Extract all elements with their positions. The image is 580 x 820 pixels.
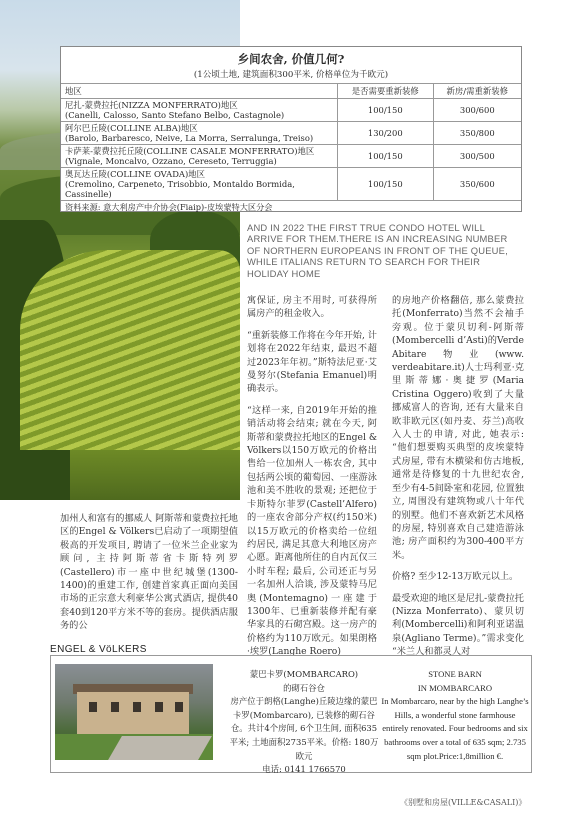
body-column-1 (60, 512, 238, 641)
listing-en-title: STONE BARN (428, 669, 482, 679)
pull-quote: AND IN 2022 THE FIRST TRUE CONDO HOTEL WILL ARRIVE FOR THEM.THERE IS AN INCREASING NUMBER OF NORTHERN EUROPEANS IN FRONT OF THE QUEUE, WHILE ITALIANS RETURN TO SEARCH FOR THEIR HOLIDAY HOME (247, 222, 508, 279)
listing-zh-subtitle: 的砌石谷仓 (283, 682, 325, 693)
body-column-2 (247, 294, 377, 667)
area-name: 尼扎-蒙费拉托(NIZZA MONFERRATO)地区 (65, 100, 238, 110)
listing-box (50, 655, 532, 773)
area-cell (61, 122, 338, 145)
renovate-cell: 100/150 (338, 99, 434, 122)
area-towns: (Canelli, Calosso, Santo Stefano Belbo, Castagnole) (65, 110, 285, 120)
barn-window (155, 702, 163, 712)
barn-window (111, 702, 119, 712)
header-area: 地区 (61, 84, 338, 99)
paragraph: 最受欢迎的地区是尼扎-蒙费拉托(Nizza Monferrato)、蒙贝切利(Mombercelli)和阿利亚诺温泉(Agliano Terme)。”需求变化 “米兰人和都灵人对 (392, 592, 524, 658)
table-header-row (61, 84, 521, 99)
table-subtitle: (1公顷土地, 建筑面积300平米, 价格单位为千欧元) (193, 70, 389, 80)
listing-en-body: In Mombarcaro, near by the high Langhe’s Hills, a wonderful stone farmhouse entirely renovated. Four bedrooms and six bathrooms over a total of 635 sqm; 2.735 sqm plot.Price:1,8million €. (381, 696, 529, 761)
price-cell: 350/600 (433, 168, 521, 201)
agency-brand: ENGEL & VöLKERS (50, 644, 147, 655)
paragraph: “这样一来, 自2019年开始的推销活动将会结束; 就在今天, 阿斯蒂和蒙费拉托地区的Engel & Völkers以150万欧元的价格出售给一位加州人一栋农舍, 其中包括两公顷的葡萄园、一座游泳池和美不胜收的景观; 还把位于卡斯特尔菲罗(Castell’Alfero)的一座农舍部分产权(约150米)以15万欧元的价格卖给一位纽约居民, 满足其意大利地区房产心愿。距离他所住的自内瓦仅三小时车程; 最后, 公司还正与另一名加州人洽谈, 涉及蒙特马尼奥(Montemagno)一座建于1300年、已重新装修并配有豪华家具的石砌宫殿。这一房产的价格约为110万欧元。如果朗格·埃罗(Langhe Roero) (247, 404, 377, 658)
area-towns: (Vignale, Moncalvo, Ozzano, Cereseto, Terruggia) (65, 156, 277, 166)
paragraph: 价格? 至少12-13万欧元以上。 (392, 571, 519, 583)
barn-path (108, 736, 212, 760)
paragraph: 寓保证, 房主不用时, 可获得所属房产的租金收入。 (247, 295, 377, 320)
area-name: 卡萨莱-蒙费拉托丘陵(COLLINE CASALE MONFERRATO)地区 (65, 146, 315, 156)
listing-zh-title: 蒙巴卡罗(MOMBARCARO) (249, 669, 359, 679)
area-cell (61, 145, 338, 168)
vineyard-rows (20, 250, 240, 450)
area-cell (61, 168, 338, 201)
price-table-box (60, 46, 522, 212)
renovate-cell: 130/200 (338, 122, 434, 145)
paragraph: “重新装修工作将在今年开始, 计划将在2022年结束, 最迟不超过2023年年初。”斯特法尼亚·艾曼努尔(Stefania Emanuel)明确表示。 (247, 329, 377, 395)
header-renovate: 是否需要重新装修 (338, 84, 434, 99)
barn-window (133, 702, 141, 712)
area-towns: (Barolo, Barbaresco, Neive, La Morra, Serralunga, Treiso) (65, 133, 314, 143)
table-title: 乡间农舍, 价值几何? (237, 52, 345, 66)
renovate-cell: 100/150 (338, 145, 434, 168)
listing-english (381, 668, 529, 763)
paragraph: 加州人和富有的挪威人 阿斯蒂和蒙费拉托地区的Engel & Völkers已启动了一项期望值极高的开发项目, 聘请了一位米兰企业家为顾问, 主持阿斯蒂省卡斯特列罗(Castellero)市一座中世纪城堡(1300-1400)的重建工作, 创建首家真正面向美国市场的正宗意大利豪华公寓式酒店, 提供40套40到120平方米不等的套房。提供酒店服务的公 (60, 513, 238, 632)
table-source: 资料来源: 意大利房产中介协会(Fiaip)-皮埃蒙特大区分会 (61, 200, 521, 214)
price-cell: 300/500 (433, 145, 521, 168)
table-row (61, 168, 521, 201)
price-cell: 300/600 (433, 99, 521, 122)
renovate-cell: 100/150 (338, 168, 434, 201)
listing-zh-phone: 电话: 0141 1766570 (262, 764, 346, 775)
price-table (61, 83, 521, 200)
table-row (61, 122, 521, 145)
barn-window (175, 702, 183, 712)
area-name: 奥瓦达丘陵(COLLINE OVADA)地区 (65, 169, 205, 179)
paragraph: 的房地产价格翻倍, 那么蒙费拉托(Monferrato)当然不会袖手旁观。位于蒙贝切利-阿斯蒂(Mombercelli d’Asti)的Verde Abitare物业(www. verdeabitare.it)人士玛利亚·克里斯蒂娜·奥捷罗(Maria Cristina Oggero)收到了大量挪威富人的咨询, 还有大量来自欧非欧元区(如丹麦、芬兰)高收入人士的申请, 对此, 她表示: “他们想要购买典型的皮埃蒙特式房屋, 带有木横梁和仿古地板, 通常是待修复的十九世纪农舍, 至少有4-5间卧室和花园, 位置独立, 周围没有建筑物或八十年代的别墅。他们不喜欢新艺术风格的房屋, 特别喜欢自己建造游泳池; 房产面积约为300-400平方米。 (392, 295, 524, 561)
header-price: 新房/需重新装修 (433, 84, 521, 99)
body-column-3 (392, 294, 524, 667)
listing-zh-body: 房产位于朗格(Langhe)丘陵边缘的蒙巴卡罗(Mombarcaro), 已装修的砌石谷仓。共计4个房间, 6个卫生间, 面积635平米; 土地面积2735平米。价格: 180万欧元 (229, 696, 379, 761)
area-name: 阿尔巴丘陵(COLLINE ALBA)地区 (65, 123, 198, 133)
source-footer: 《别墅和房屋(VILLE&CASALI)》 (400, 798, 527, 807)
barn-building (77, 692, 189, 734)
stone-barn-photo (55, 664, 213, 760)
table-row (61, 145, 521, 168)
barn-window (89, 702, 97, 712)
price-cell: 350/800 (433, 122, 521, 145)
listing-chinese (229, 668, 379, 777)
area-towns: (Cremolino, Carpeneto, Trisobbio, Montaldo Bormida, Cassinelle) (65, 179, 295, 199)
listing-en-subtitle: IN MOMBARCARO (417, 682, 493, 693)
area-cell (61, 99, 338, 122)
table-row (61, 99, 521, 122)
